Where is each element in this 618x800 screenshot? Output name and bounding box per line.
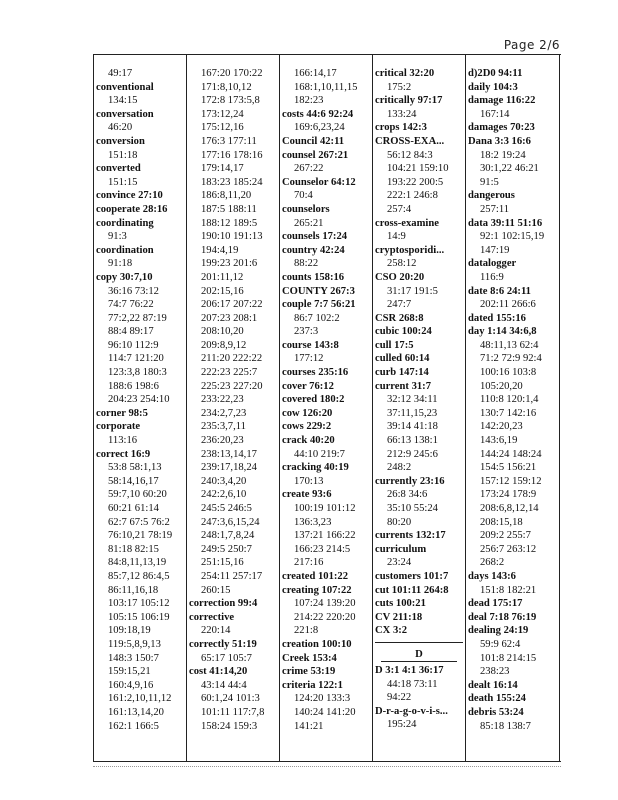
index-page-refs: 81:18 82:15 [108, 543, 159, 555]
index-term: day 1:14 34:6,8 [468, 326, 537, 338]
index-column-4 [375, 67, 463, 732]
index-term: Dana 3:3 16:6 [468, 135, 531, 147]
index-page-refs: 36:16 73:12 [108, 285, 159, 297]
index-page-refs: 251:15,16 [201, 557, 244, 569]
index-page-refs: 208:15,18 [480, 516, 523, 528]
index-term: death 155:24 [468, 693, 526, 705]
index-page-refs: 100:16 103:8 [480, 367, 537, 379]
index-term: cryptosporidi... [375, 244, 445, 256]
index-term: cover 76:12 [282, 380, 334, 392]
column-divider [186, 55, 187, 761]
index-term: costs 44:6 92:24 [282, 108, 354, 120]
index-page-refs: 254:11 257:17 [201, 570, 263, 582]
index-term: dead 175:17 [468, 598, 523, 610]
index-page-refs: 237:3 [294, 326, 319, 338]
index-term: country 42:24 [282, 244, 345, 256]
index-page-refs: 66:13 138:1 [387, 435, 438, 447]
index-page-refs: 105:15 106:19 [108, 611, 170, 623]
index-page-refs: 141:21 [294, 720, 324, 732]
index-term: creating 107:22 [282, 584, 352, 596]
index-term: counselors [282, 203, 330, 215]
index-page-refs: 91:5 [480, 176, 499, 188]
index-page-refs: 143:6,19 [480, 435, 518, 447]
index-term: D 3:1 4:1 36:17 [375, 664, 444, 676]
index-page-refs: 177:16 178:16 [201, 149, 263, 161]
index-page-refs: 260:15 [201, 584, 231, 596]
index-page-refs: 249:5 250:7 [201, 543, 252, 555]
index-term: damage 116:22 [468, 95, 536, 107]
index-page-refs: 77:2,22 87:19 [108, 312, 167, 324]
index-column-5 [468, 67, 558, 733]
index-page-refs: 177:12 [294, 353, 324, 365]
index-page-refs: 140:24 141:20 [294, 706, 356, 718]
index-page-refs: 214:22 220:20 [294, 611, 356, 623]
index-term: conventional [96, 81, 154, 93]
index-term: correction 99:4 [189, 598, 258, 610]
index-page-refs: 173:12,24 [201, 108, 244, 120]
index-page-refs: 171:8,10,12 [201, 81, 252, 93]
index-page-refs: 225:23 227:20 [201, 380, 263, 392]
index-term: CX 3:2 [375, 625, 408, 637]
index-page-refs: 194:4,19 [201, 244, 239, 256]
footer-rule [93, 766, 561, 769]
index-term: cull 17:5 [375, 339, 414, 351]
index-page-refs: 182:23 [294, 95, 324, 107]
index-page-refs: 221:8 [294, 625, 319, 637]
index-page-refs: 53:8 58:1,13 [108, 462, 162, 474]
index-page-refs: 267:22 [294, 163, 324, 175]
index-page-refs: 256:7 263:12 [480, 543, 537, 555]
index-page-refs: 166:23 214:5 [294, 543, 351, 555]
index-column-3 [282, 67, 370, 733]
index-page-refs: 168:1,10,11,15 [294, 81, 358, 93]
index-page-refs: 133:24 [387, 108, 417, 120]
index-page-refs: 175:2 [387, 81, 412, 93]
index-term: counts 158:16 [282, 271, 345, 283]
index-page-refs: 60:21 61:14 [108, 503, 159, 514]
index-page-refs: 238:23 [480, 666, 510, 678]
index-page-refs: 233:22,23 [201, 394, 244, 406]
index-term: dated 155:16 [468, 312, 526, 324]
index-page-refs: 48:11,13 62:4 [480, 339, 539, 351]
index-page-refs: 124:20 133:3 [294, 693, 351, 705]
index-term: cooperate 28:16 [96, 203, 168, 215]
index-page-refs: 84:8,11,13,19 [108, 557, 167, 569]
index-term: cross-examine [375, 217, 439, 229]
index-page-refs: 30:1,22 46:21 [480, 163, 539, 175]
index-term: curriculum [375, 543, 427, 555]
index-column-2 [189, 67, 277, 733]
index-page-refs: 137:21 166:22 [294, 530, 356, 542]
index-page-refs: 91:3 [108, 231, 127, 243]
index-page-refs: 158:24 159:3 [201, 720, 258, 732]
index-page-refs: 162:1 166:5 [108, 720, 159, 732]
index-page-refs: 14:9 [387, 231, 406, 243]
index-page-refs: 190:10 191:13 [201, 231, 263, 243]
index-page-refs: 147:19 [480, 244, 510, 256]
index-page-refs: 199:23 201:6 [201, 258, 258, 270]
page-number-label: Page 2/6 [503, 38, 560, 52]
index-term: CSO 20:20 [375, 271, 425, 283]
index-page-refs: 136:3,23 [294, 516, 332, 528]
index-term: critically 97:17 [375, 95, 443, 107]
section-divider [375, 642, 463, 643]
index-term: data 39:11 51:16 [468, 217, 543, 229]
index-page-refs: 166:14,17 [294, 68, 337, 79]
index-page-refs: 46:20 [108, 122, 133, 134]
index-page-refs: 114:7 121:20 [108, 353, 164, 365]
index-page-refs: 39:14 41:18 [387, 421, 438, 433]
index-page-refs: 62:7 67:5 76:2 [108, 516, 170, 528]
index-term: CSR 268:8 [375, 312, 424, 324]
index-page-refs: 179:14,17 [201, 163, 244, 175]
index-term: crops 142:3 [375, 122, 427, 134]
index-page-refs: 91:18 [108, 258, 133, 270]
index-page-refs: 71:2 72:9 92:4 [480, 353, 542, 365]
index-term: dangerous [468, 190, 515, 202]
index-page-refs: 175:12,16 [201, 122, 244, 134]
index-term: currents 132:17 [375, 530, 446, 542]
index-page-refs: 159:15,21 [108, 666, 151, 678]
index-term: D-r-a-g-o-v-i-s... [375, 705, 448, 717]
index-page-refs: 70:4 [294, 190, 313, 202]
index-page-refs: 144:24 148:24 [480, 448, 542, 460]
index-page-refs: 130:7 142:16 [480, 407, 537, 419]
index-page-refs: 85:7,12 86:4,5 [108, 570, 170, 582]
index-page-refs: 76:10,21 78:19 [108, 530, 173, 542]
index-page-refs: 265:21 [294, 217, 324, 229]
index-term: d)2D0 94:11 [468, 68, 523, 79]
index-term: CV 211:18 [375, 611, 423, 623]
index-page-refs: 208:10,20 [201, 326, 244, 338]
index-term: COUNTY 267:3 [282, 285, 355, 297]
index-term: Council 42:11 [282, 135, 345, 147]
index-page-refs: 183:23 185:24 [201, 176, 263, 188]
index-term: cubic 100:24 [375, 326, 432, 338]
index-term: creation 100:10 [282, 638, 352, 650]
index-page-refs: 105:20,20 [480, 380, 523, 392]
index-page-refs: 208:6,8,12,14 [480, 503, 539, 514]
column-divider [465, 55, 466, 761]
index-term: convince 27:10 [96, 190, 163, 202]
index-term: corner 98:5 [96, 407, 148, 419]
index-page-refs: 202:11 266:6 [480, 299, 536, 311]
index-page-refs: 86:11,16,18 [108, 584, 159, 596]
index-page-refs: 43:14 44:4 [201, 679, 247, 691]
index-term: cows 229:2 [282, 421, 332, 433]
index-page-refs: 74:7 76:22 [108, 299, 154, 311]
index-page-refs: 101:8 214:15 [480, 652, 537, 664]
index-page-refs: 209:2 255:7 [480, 530, 531, 542]
index-term: days 143:6 [468, 570, 516, 582]
index-page-refs: 116:9 [480, 271, 504, 283]
index-page-refs: 242:2,6,10 [201, 489, 247, 501]
index-term: correct 16:9 [96, 448, 151, 460]
index-page-refs: 202:15,16 [201, 285, 244, 297]
index-page-refs: 220:14 [201, 625, 231, 637]
index-page-refs: 173:24 178:9 [480, 489, 537, 501]
index-page-refs: 58:14,16,17 [108, 475, 159, 487]
index-term: currently 23:16 [375, 475, 445, 487]
index-term: create 93:6 [282, 489, 332, 501]
column-divider [372, 55, 373, 761]
index-page-refs: 176:3 177:11 [201, 135, 257, 147]
index-term: covered 180:2 [282, 394, 345, 406]
index-term: critical 32:20 [375, 68, 435, 79]
index-page-refs: 245:5 246:5 [201, 503, 252, 514]
index-page-refs: 258:12 [387, 258, 417, 270]
index-term: curb 147:14 [375, 367, 429, 379]
index-page-refs: 44:18 73:11 [387, 678, 438, 690]
index-page-refs: 217:16 [294, 557, 324, 569]
index-page-refs: 157:12 159:12 [480, 475, 542, 487]
index-page-refs: 193:22 200:5 [387, 176, 444, 188]
index-term: corrective [189, 611, 235, 623]
index-page-refs: 247:3,6,15,24 [201, 516, 260, 528]
index-term: conversation [96, 108, 154, 120]
index-page-refs: 222:23 225:7 [201, 367, 258, 379]
index-page-refs: 238:13,14,17 [201, 448, 257, 460]
index-page-refs: 92:1 102:15,19 [480, 231, 545, 243]
index-term: culled 60:14 [375, 353, 430, 365]
index-term: corporate [96, 421, 141, 433]
index-term: Counselor 64:12 [282, 176, 356, 188]
index-page-refs: 240:3,4,20 [201, 475, 247, 487]
index-page-refs: 204:23 254:10 [108, 394, 170, 406]
index-term: created 101:22 [282, 570, 348, 582]
index-page-refs: 234:2,7,23 [201, 407, 247, 419]
index-term: cracking 40:19 [282, 462, 349, 474]
index-page-refs: 32:12 34:11 [387, 394, 438, 406]
index-page-refs: 257:4 [387, 203, 412, 215]
index-page-refs: 56:12 84:3 [387, 149, 433, 161]
index-term: crack 40:20 [282, 435, 335, 447]
column-divider [93, 55, 94, 761]
index-page-refs: 109:18,19 [108, 625, 151, 637]
index-column-1 [96, 67, 184, 733]
index-page-refs: 60:1,24 101:3 [201, 693, 260, 705]
index-term: deal 7:18 76:19 [468, 611, 537, 623]
index-term: customers 101:7 [375, 570, 449, 582]
index-term: datalogger [468, 258, 517, 270]
index-page-refs: 18:2 19:24 [480, 149, 526, 161]
index-page-refs: 209:8,9,12 [201, 339, 247, 351]
index-page-refs: 211:20 222:22 [201, 353, 263, 365]
index-page-refs: 207:23 208:1 [201, 312, 258, 324]
index-term: dealing 24:19 [468, 625, 529, 637]
index-page-refs: 187:5 188:11 [201, 203, 257, 215]
index-page-refs: 248:2 [387, 462, 412, 474]
column-divider [279, 55, 280, 761]
index-page-refs: 104:21 159:10 [387, 163, 449, 175]
index-page-refs: 154:5 156:21 [480, 462, 537, 474]
index-page-refs: 101:11 117:7,8 [201, 706, 265, 718]
index-term: cow 126:20 [282, 407, 333, 419]
index-page-refs: 186:8,11,20 [201, 190, 252, 202]
index-page-refs: 195:24 [387, 719, 417, 731]
index-page-refs: 161:13,14,20 [108, 706, 164, 718]
word-index-table [93, 54, 561, 762]
index-term: counsels 17:24 [282, 231, 348, 243]
index-page-refs: 167:20 170:22 [201, 68, 263, 79]
index-term: couple 7:7 56:21 [282, 299, 356, 311]
index-term: cuts 100:21 [375, 598, 426, 610]
index-page-refs: 161:2,10,11,12 [108, 693, 172, 705]
index-page-refs: 103:17 105:12 [108, 598, 170, 610]
index-page-refs: 236:20,23 [201, 435, 244, 447]
index-page-refs: 247:7 [387, 299, 412, 311]
index-term: coordinating [96, 217, 154, 229]
index-page-refs: 239:17,18,24 [201, 462, 257, 474]
index-page-refs: 248:1,7,8,24 [201, 530, 255, 542]
index-page-refs: 88:22 [294, 258, 319, 270]
index-term: criteria 122:1 [282, 679, 343, 691]
index-term: damages 70:23 [468, 122, 535, 134]
index-page-refs: 80:20 [387, 516, 412, 528]
index-page-refs: 123:3,8 180:3 [108, 367, 167, 379]
index-page-refs: 148:3 150:7 [108, 652, 159, 664]
column-divider [559, 55, 560, 761]
index-page-refs: 201:11,12 [201, 271, 244, 283]
index-page-refs: 142:20,23 [480, 421, 523, 433]
index-term: copy 30:7,10 [96, 271, 153, 283]
index-term: debris 53:24 [468, 706, 524, 718]
index-page-refs: 59:7,10 60:20 [108, 489, 167, 501]
index-page-refs: 257:11 [480, 203, 510, 215]
index-page-refs: 212:9 245:6 [387, 448, 438, 460]
index-term: course 143:8 [282, 339, 339, 351]
index-page-refs: 107:24 139:20 [294, 598, 356, 610]
index-page-refs: 96:10 112:9 [108, 339, 159, 351]
index-term: converted [96, 163, 141, 175]
index-page-refs: 37:11,15,23 [387, 407, 438, 419]
index-term: conversion [96, 135, 145, 147]
index-page-refs: 170:13 [294, 475, 324, 487]
index-page-refs: 44:10 219:7 [294, 448, 345, 460]
index-page-refs: 151:15 [108, 176, 138, 188]
index-page-refs: 49:17 [108, 68, 133, 79]
index-page-refs: 169:6,23,24 [294, 122, 345, 134]
index-page-refs: 167:14 [480, 108, 510, 120]
index-term: current 31:7 [375, 380, 431, 392]
index-term: coordination [96, 244, 154, 256]
index-page-refs: 119:5,8,9,13 [108, 638, 161, 650]
index-term: courses 235:16 [282, 367, 349, 379]
index-term: CROSS-EXA... [375, 135, 445, 147]
index-page-refs: 172:8 173:5,8 [201, 95, 260, 107]
index-page-refs: 88:4 89:17 [108, 326, 154, 338]
index-page-refs: 151:8 182:21 [480, 584, 537, 596]
index-page-refs: 35:10 55:24 [387, 503, 438, 514]
index-term: cost 41:14,20 [189, 666, 248, 678]
index-page-refs: 110:8 120:1,4 [480, 394, 539, 406]
index-page-refs: 134:15 [108, 95, 138, 107]
index-page-refs: 268:2 [480, 557, 505, 569]
index-page-refs: 188:12 189:5 [201, 217, 258, 229]
index-page-refs: 206:17 207:22 [201, 299, 263, 311]
index-page-refs: 151:18 [108, 149, 138, 161]
index-term: date 8:6 24:11 [468, 285, 531, 297]
index-term: daily 104:3 [468, 81, 518, 93]
index-term: Creek 153:4 [282, 652, 337, 664]
index-page-refs: 85:18 138:7 [480, 720, 531, 732]
index-page-refs: 59:9 62:4 [480, 638, 521, 650]
index-page-refs: 23:24 [387, 557, 412, 569]
index-page-refs: 86:7 102:2 [294, 312, 340, 324]
index-term: crime 53:19 [282, 666, 336, 678]
index-page-refs: 235:3,7,11 [201, 421, 246, 433]
index-term: counsel 267:21 [282, 149, 349, 161]
index-term: correctly 51:19 [189, 638, 257, 650]
index-term: dealt 16:14 [468, 679, 518, 691]
index-page-refs: 100:19 101:12 [294, 503, 356, 514]
index-page-refs: 94:22 [387, 692, 412, 704]
index-page-refs: 222:1 246:8 [387, 190, 438, 202]
index-page-refs: 65:17 105:7 [201, 652, 252, 664]
index-page-refs: 160:4,9,16 [108, 679, 154, 691]
index-page-refs: 31:17 191:5 [387, 285, 438, 297]
index-term: cut 101:11 264:8 [375, 584, 449, 596]
index-page-refs: 113:16 [108, 435, 138, 447]
section-letter-header: D [381, 649, 457, 662]
index-page-refs: 188:6 198:6 [108, 380, 159, 392]
index-page-refs: 26:8 34:6 [387, 489, 428, 501]
